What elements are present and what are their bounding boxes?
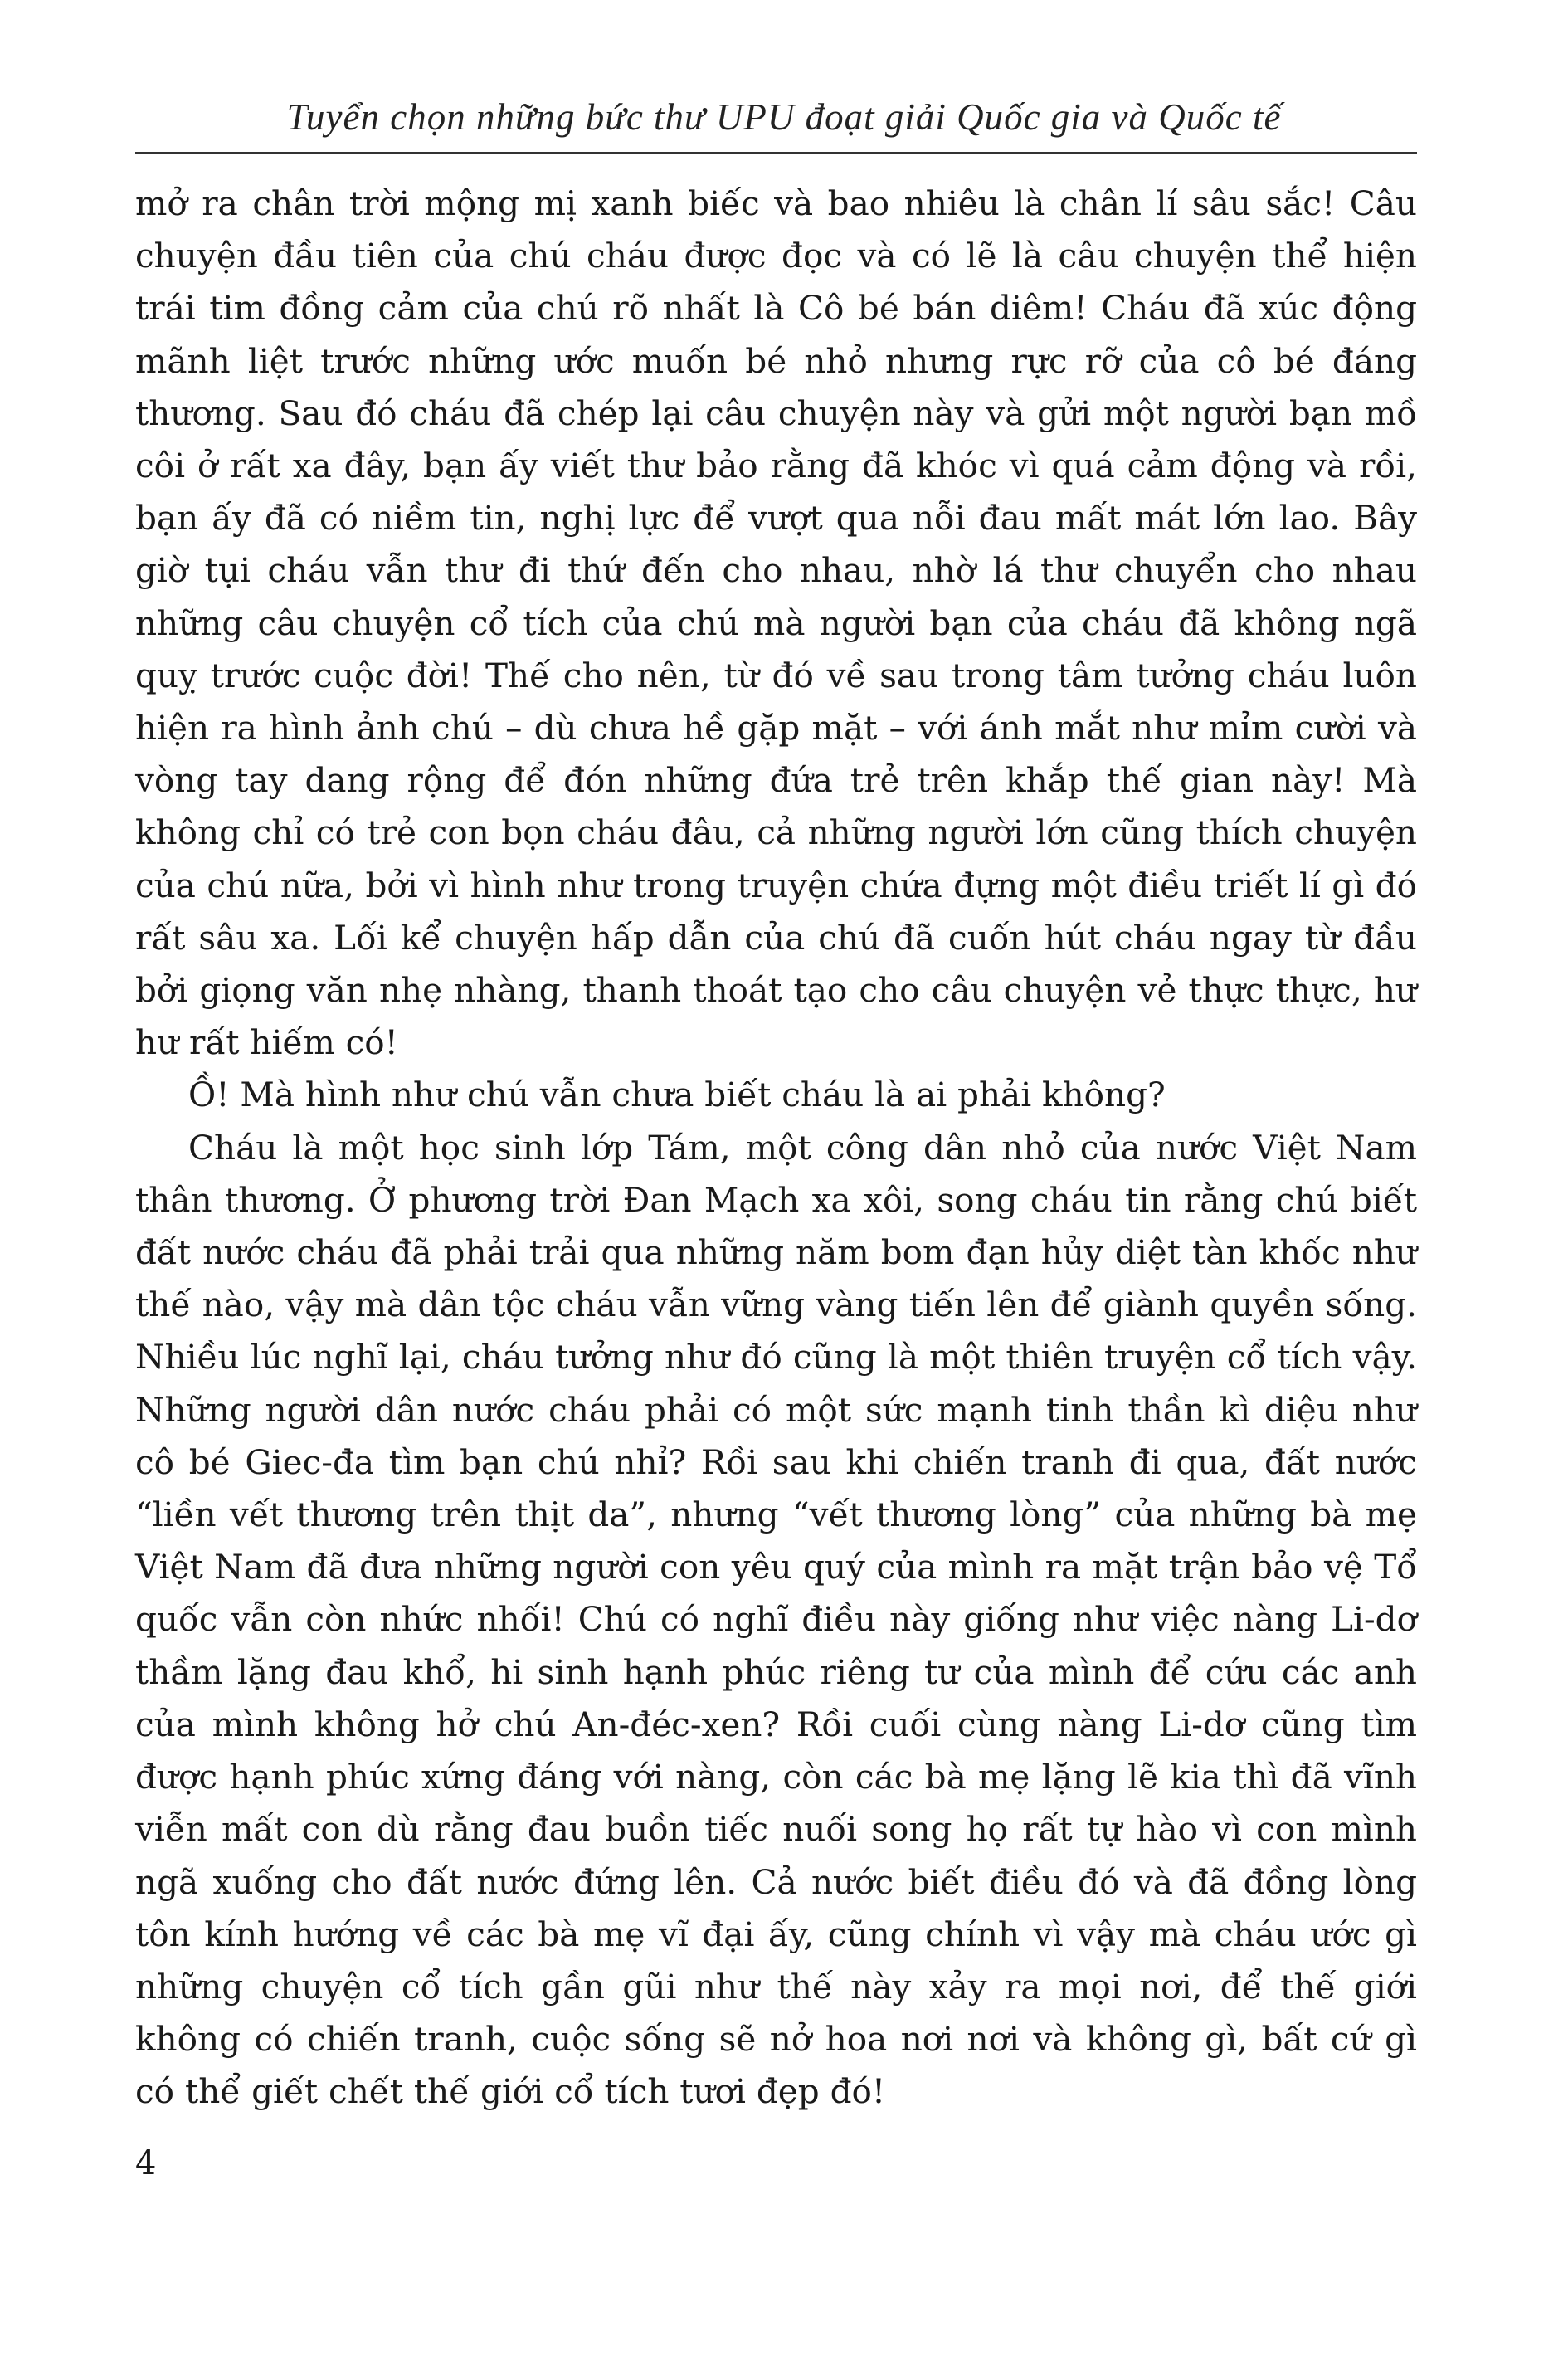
running-header: Tuyển chọn những bức thư UPU đoạt giải Quốc gia và Quốc tế (286, 96, 1282, 138)
paragraph-continuation: mở ra chân trời mộng mị xanh biếc và bao nhiêu là chân lí sâu sắc! Câu chuyện đầu tiên của chú cháu được đọc và có lẽ là câu chuyện thể hiện trái tim đồng cảm của chú rõ nhất là Cô bé bán diêm! Cháu đã xúc động mãnh liệt trước những ước muốn bé nhỏ nhưng rực rỡ của cô bé đáng thương. Sau đó cháu đã chép lại câu chuyện này và gửi một người bạn mồ côi ở rất xa đây, bạn ấy viết thư bảo rằng đã khóc vì quá cảm động và rồi, bạn ấy đã có niềm tin, nghị lực để vượt qua nỗi đau mất mát lớn lao. Bây giờ tụi cháu vẫn thư đi thứ đến cho nhau, nhờ lá thư chuyển cho nhau những câu chuyện cổ tích của chú mà người bạn của cháu đã không ngã quỵ trước cuộc đời! Thế cho nên, từ đó về sau trong tâm tưởng cháu luôn hiện ra hình ảnh chú – dù chưa hề gặp mặt – với ánh mắt như mỉm cười và vòng tay dang rộng để đón những đứa trẻ trên khắp thế gian này! Mà không chỉ có trẻ con bọn cháu đâu, cả những người lớn cũng thích chuyện của chú nữa, bởi vì hình như trong truyện chứa đựng một điều triết lí gì đó rất sâu xa. Lối kể chuyện hấp dẫn của chú đã cuốn hút cháu ngay từ đầu bởi giọng văn nhẹ nhàng, thanh thoát tạo cho câu chuyện vẻ thực thực, hư hư rất hiếm có! (135, 183, 1417, 1063)
paragraph-introduction: Cháu là một học sinh lớp Tám, một công dân nhỏ của nước Việt Nam thân thương. Ở phương trời Đan Mạch xa xôi, song cháu tin rằng chú biết đất nước cháu đã phải trải qua những năm bom đạn hủy diệt tàn khốc như thế nào, vậy mà dân tộc cháu vẫn vững vàng tiến lên để giành quyền sống. Nhiều lúc nghĩ lại, cháu tưởng như đó cũng là một thiên truyện cổ tích vậy. Những người dân nước cháu phải có một sức mạnh tinh thần kì diệu như cô bé Giec-đa tìm bạn chú nhỉ? Rồi sau khi chiến tranh đi qua, đất nước “liền vết thương trên thịt da”, nhưng “vết thương lòng” của những bà mẹ Việt Nam đã đưa những người con yêu quý của mình ra mặt trận bảo vệ Tổ quốc vẫn còn nhức nhối! Chú có nghĩ điều này giống như việc nàng Li-dơ thầm lặng đau khổ, hi sinh hạnh phúc riêng tư của mình để cứu các anh của mình không hở chú An-đéc-xen? Rồi cuối cùng nàng Li-dơ cũng tìm được hạnh phúc xứng đáng với nàng, còn các bà mẹ lặng lẽ kia thì đã vĩnh viễn mất con dù rằng đau buồn tiếc nuối song họ rất tự hào vì con mình ngã xuống cho đất nước đứng lên. Cả nước biết điều đó và đã đồng lòng tôn kính hướng về các bà mẹ vĩ đại ấy, cũng chính vì vậy mà cháu ước gì những chuyện cổ tích gần gũi như thế này xảy ra mọi nơi, để thế giới không có chiến tranh, cuộc sống sẽ nở hoa nơi nơi và không gì, bất cứ gì có thể giết chết thế giới cổ tích tươi đẹp đó! (135, 1127, 1417, 2112)
page-number: 4 (135, 2144, 157, 2182)
letter-body (135, 178, 1417, 2119)
header-divider (135, 152, 1417, 154)
paragraph-question: Ồ! Mà hình như chú vẫn chưa biết cháu là ai phải không? (188, 1075, 1166, 1115)
